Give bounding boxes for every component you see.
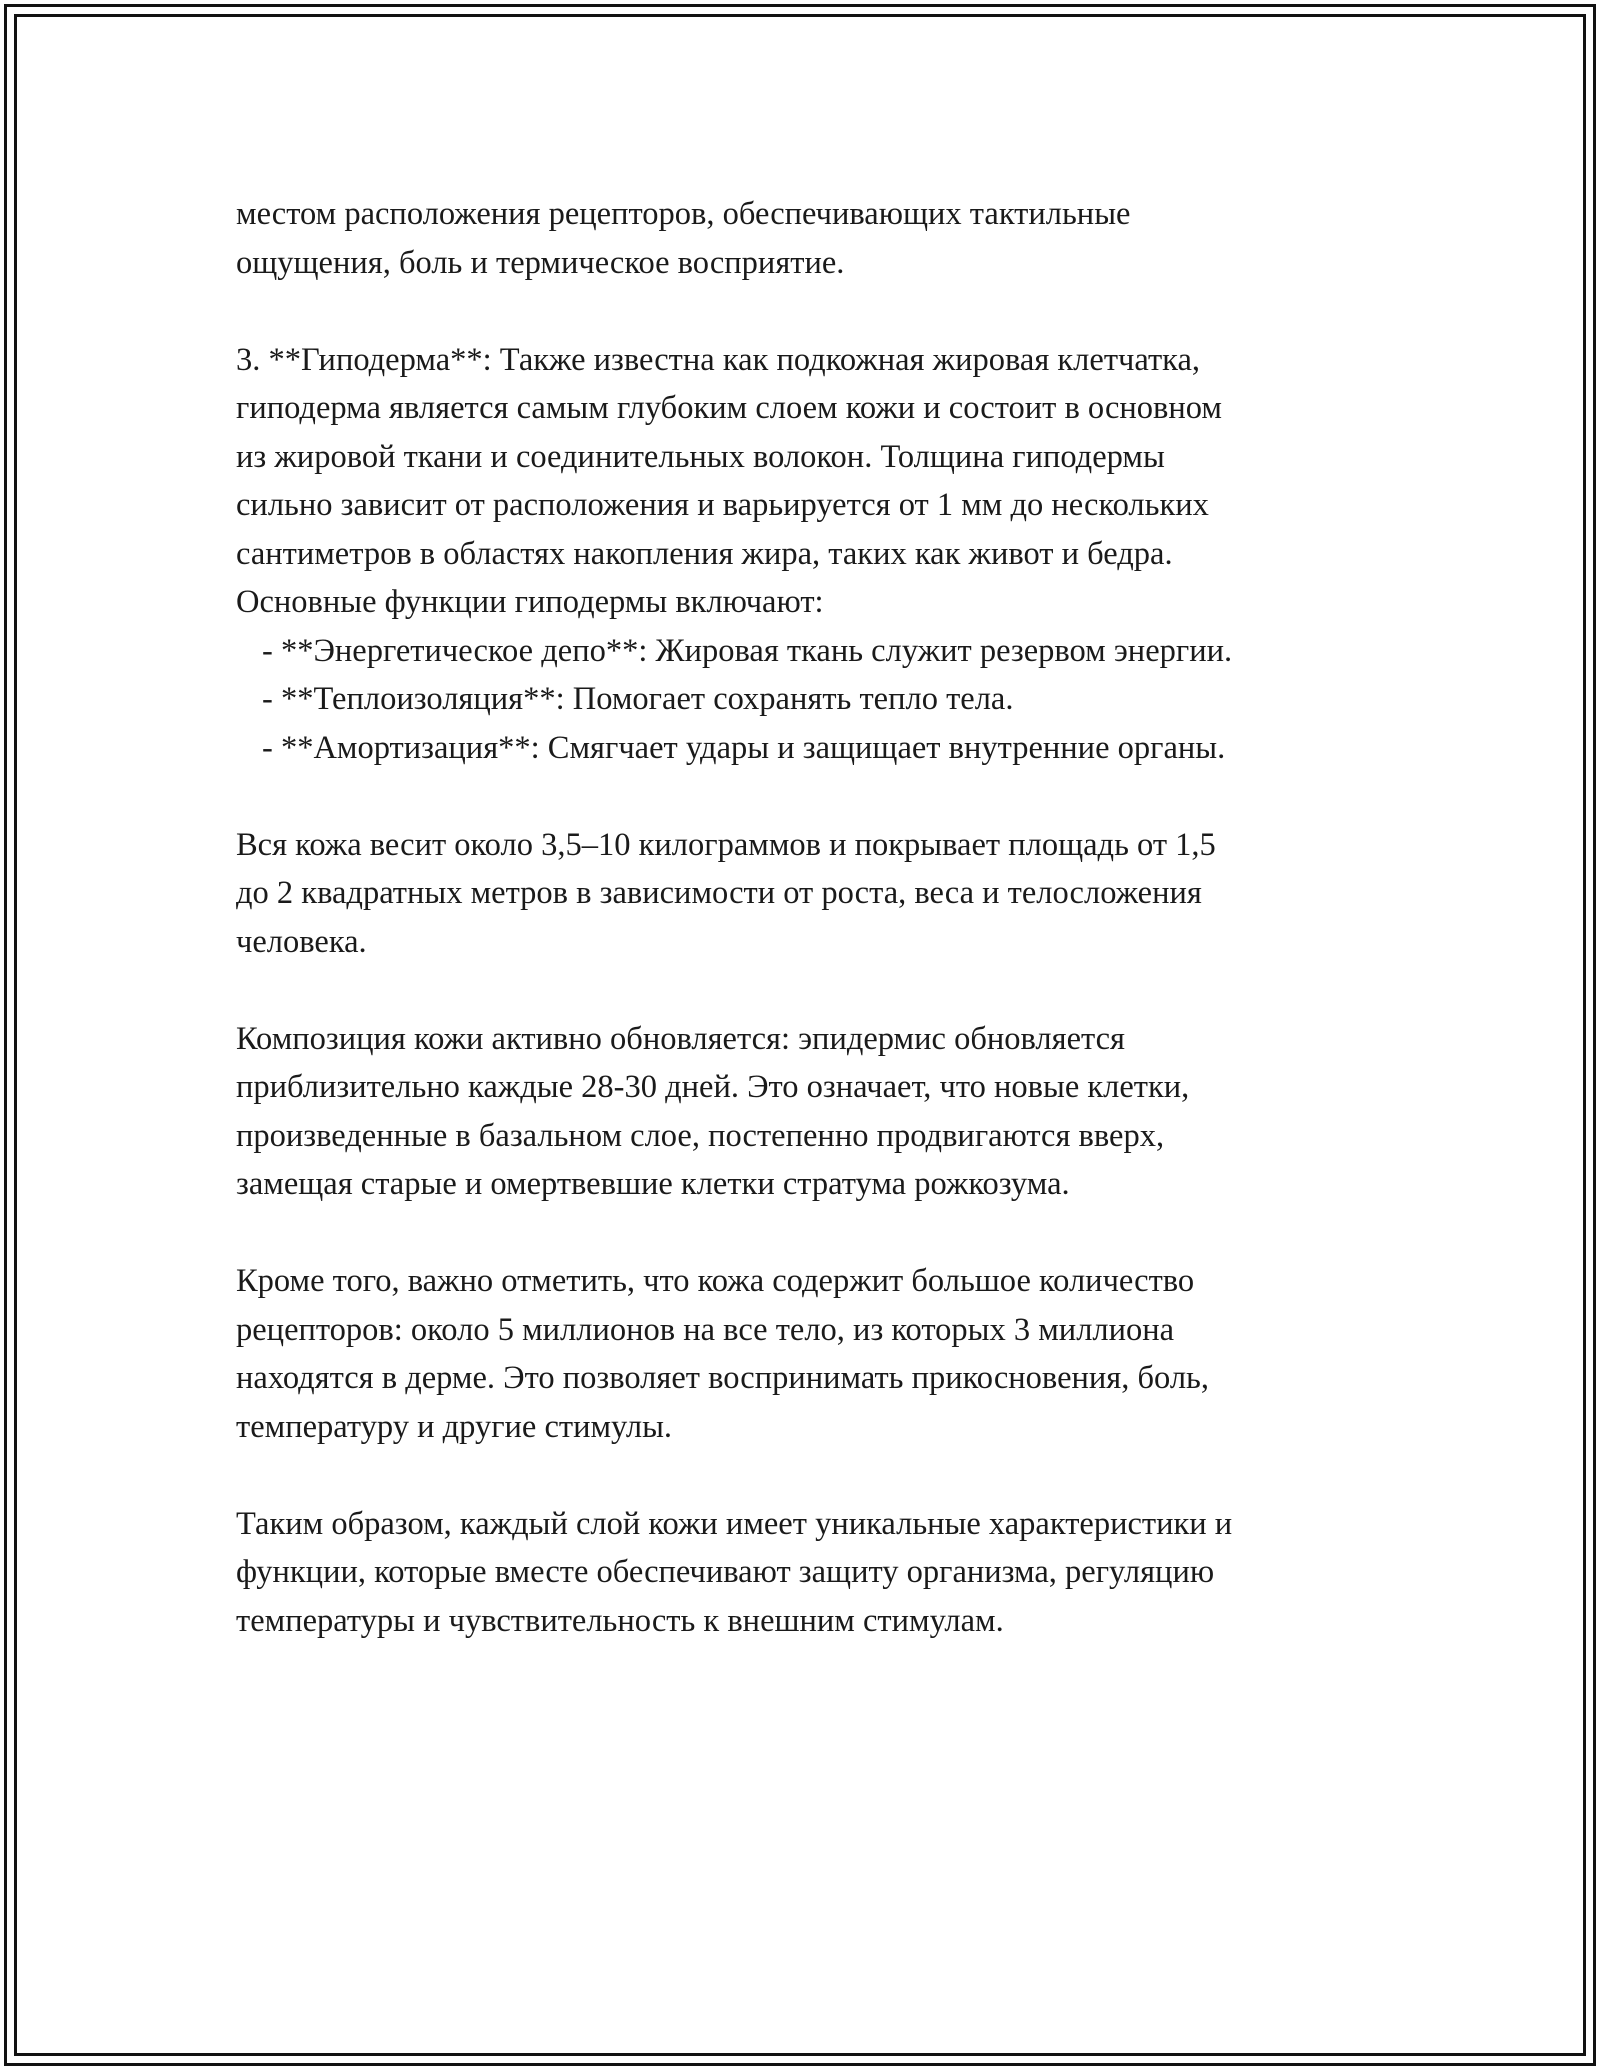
paragraph-receptors-continuation (236, 190, 1386, 287)
text-line: Основные функции гиподермы включают: (236, 584, 824, 620)
text-line: гиподерма является самым глубоким слоем кожи и состоит в основном (236, 390, 1222, 426)
text-line: Вся кожа весит около 3,5–10 килограммов и покрывает площадь от 1,5 (236, 826, 1216, 863)
list-item: - **Теплоизоляция**: Помогает сохранять тепло тела. (262, 681, 1014, 717)
document-body (236, 190, 1386, 1645)
text-line: произведенные в базальном слое, постепенно продвигаются вверх, (236, 1117, 1165, 1154)
paragraph-skin-weight (236, 821, 1386, 967)
text-line: ощущения, боль и термическое восприятие. (236, 244, 845, 281)
text-line: человека. (236, 923, 367, 960)
paragraph-gap (236, 966, 1386, 1015)
text-line: Таким образом, каждый слой кожи имеет уникальные характеристики и (236, 1505, 1233, 1542)
list-item: - **Энергетическое депо**: Жировая ткань служит резервом энергии. (262, 632, 1233, 669)
paragraph-gap (236, 772, 1386, 821)
text-line: находятся в дерме. Это позволяет воспринимать прикосновения, боль, (236, 1360, 1210, 1396)
text-line: сильно зависит от расположения и варьируется от 1 мм до нескольких (236, 487, 1209, 523)
text-line: функции, которые вместе обеспечивают защиту организма, регуляцию (236, 1554, 1215, 1590)
paragraph-skin-renewal (236, 1015, 1386, 1209)
text-line: рецепторов: около 5 миллионов на все тело, из которых 3 миллиона (236, 1311, 1175, 1348)
hypodermis-functions-list (236, 627, 1386, 773)
list-item: - **Амортизация**: Смягчает удары и защищает внутренние органы. (262, 729, 1226, 766)
text-line: замещая старые и омертвевшие клетки стратума рожкозума. (236, 1166, 1070, 1202)
paragraph-hypodermis (236, 336, 1386, 773)
paragraph-gap (236, 1209, 1386, 1258)
paragraph-receptors-count (236, 1257, 1386, 1451)
text-line: Кроме того, важно отметить, что кожа содержит большое количество (236, 1263, 1195, 1299)
paragraph-gap (236, 1451, 1386, 1500)
text-line: до 2 квадратных метров в зависимости от роста, веса и телосложения (236, 875, 1202, 911)
text-line: из жировой ткани и соединительных волокон. Толщина гиподермы (236, 438, 1165, 475)
text-line: приблизительно каждые 28-30 дней. Это означает, что новые клетки, (236, 1069, 1190, 1105)
text-line: Композиция кожи активно обновляется: эпидермис обновляется (236, 1020, 1125, 1057)
text-line: температуры и чувствительность к внешним стимулам. (236, 1602, 1004, 1639)
text-line: местом расположения рецепторов, обеспечивающих тактильные (236, 196, 1131, 232)
text-line: сантиметров в областях накопления жира, таких как живот и бедра. (236, 535, 1173, 572)
text-line: температуру и другие стимулы. (236, 1408, 673, 1445)
paragraph-conclusion (236, 1500, 1386, 1646)
text-line: 3. **Гиподерма**: Также известна как подкожная жировая клетчатка, (236, 341, 1201, 378)
paragraph-gap (236, 287, 1386, 336)
